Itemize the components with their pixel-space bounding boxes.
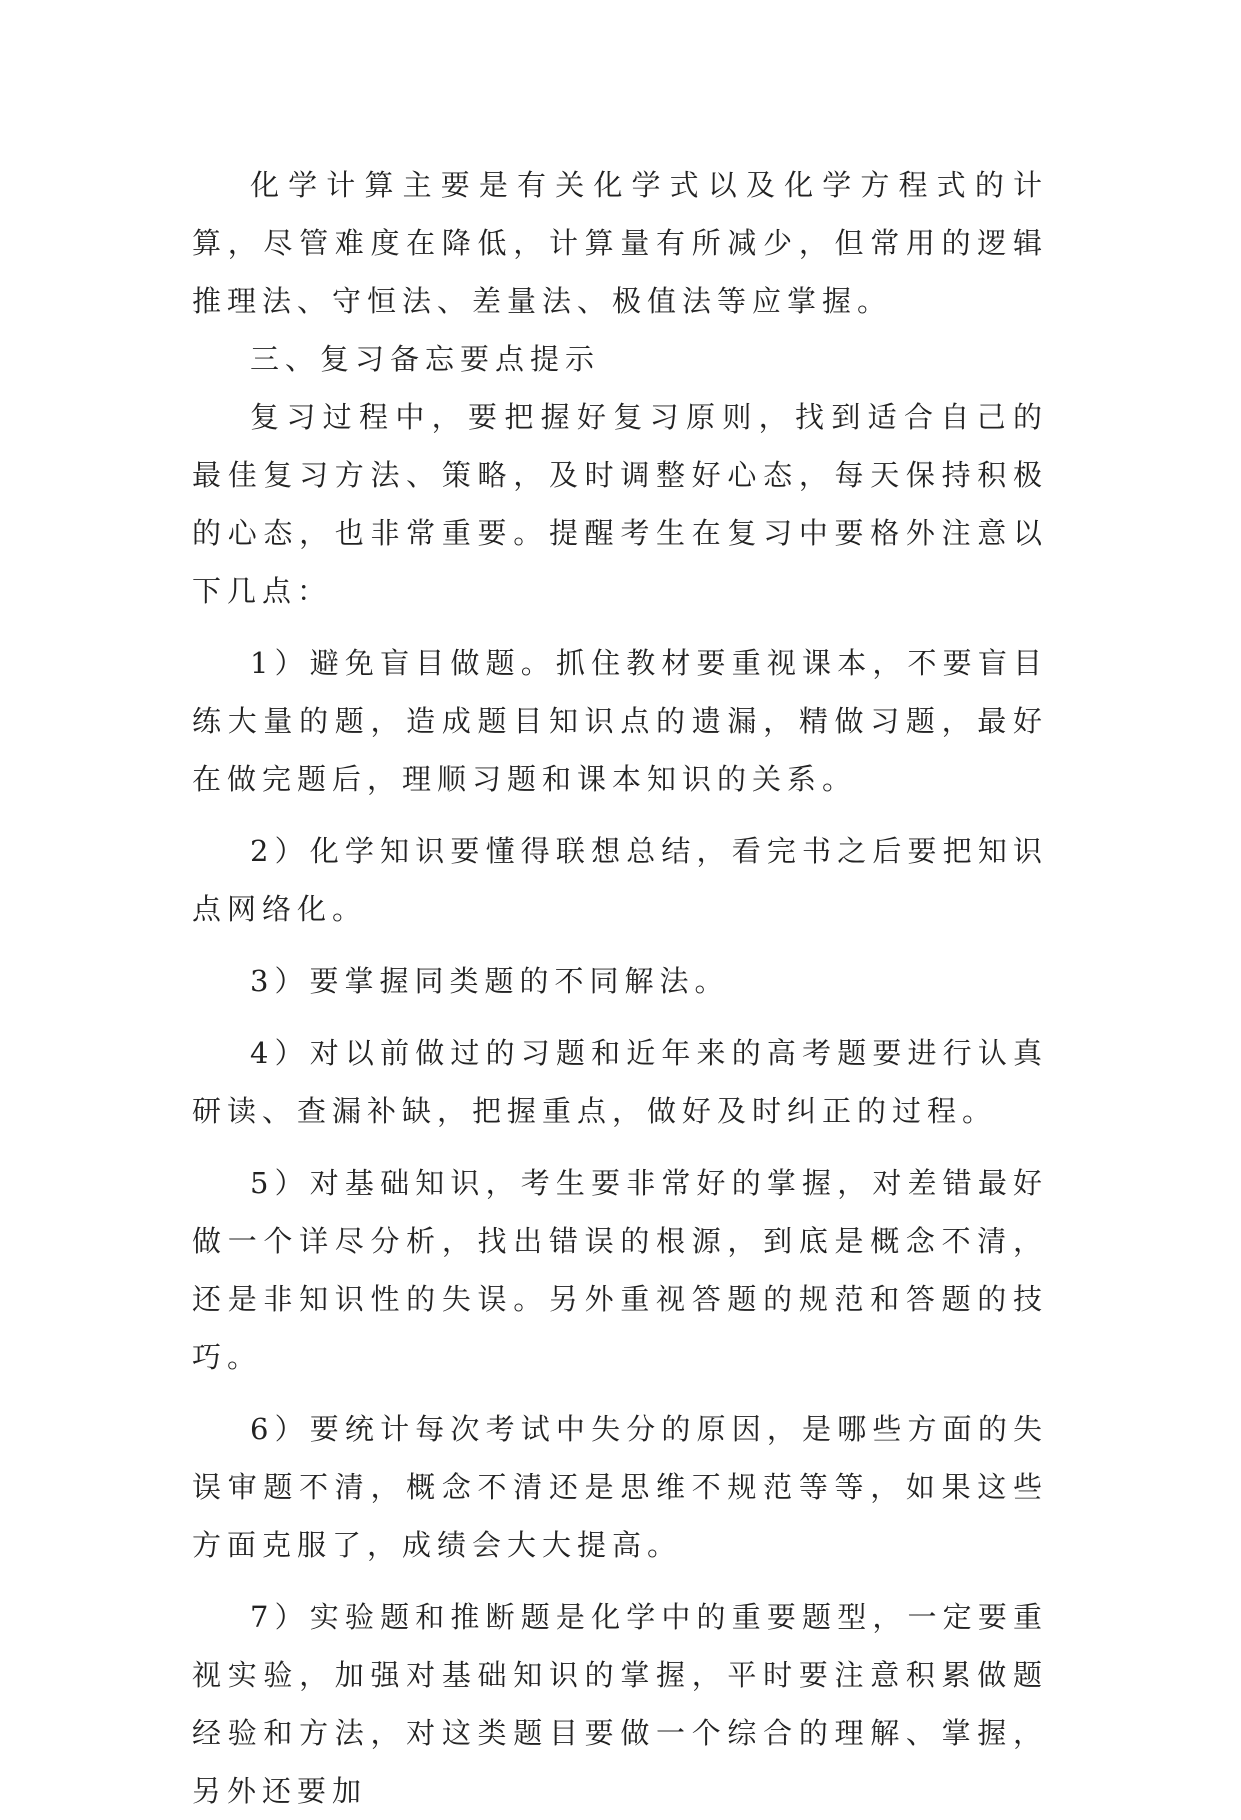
list-item-4: 4）对以前做过的习题和近年来的高考题要进行认真研读、查漏补缺，把握重点，做好及时纠正的过程。 (192, 1036, 1048, 1128)
list-item-2: 2）化学知识要懂得联想总结，看完书之后要把知识点网络化。 (192, 834, 1048, 926)
list-item-6: 6）要统计每次考试中失分的原因，是哪些方面的失误审题不清，概念不清还是思维不规范等等，如果这些方面克服了，成绩会大大提高。 (192, 1412, 1048, 1562)
paragraph-chem-calc: 化学计算主要是有关化学式以及化学方程式的计算，尽管难度在降低，计算量有所减少，但常用的逻辑推理法、守恒法、差量法、极值法等应掌握。 (192, 168, 1048, 318)
paragraph-review-intro: 复习过程中，要把握好复习原则，找到适合自己的最佳复习方法、策略，及时调整好心态，每天保持积极的心态，也非常重要。提醒考生在复习中要格外注意以下几点： (192, 400, 1048, 608)
document-body (192, 156, 1048, 1820)
list-item-1: 1）避免盲目做题。抓住教材要重视课本，不要盲目练大量的题，造成题目知识点的遗漏，精做习题，最好在做完题后，理顺习题和课本知识的关系。 (192, 646, 1048, 796)
section-heading-review-tips: 三、复习备忘要点提示 (250, 342, 601, 376)
list-item-3: 3）要掌握同类题的不同解法。 (250, 964, 730, 998)
list-item-7: 7）实验题和推断题是化学中的重要题型，一定要重视实验，加强对基础知识的掌握，平时要注意积累做题经验和方法，对这类题目要做一个综合的理解、掌握，另外还要加 (192, 1600, 1048, 1808)
list-item-5: 5）对基础知识，考生要非常好的掌握，对差错最好做一个详尽分析，找出错误的根源，到底是概念不清，还是非知识性的失误。另外重视答题的规范和答题的技巧。 (192, 1166, 1048, 1374)
